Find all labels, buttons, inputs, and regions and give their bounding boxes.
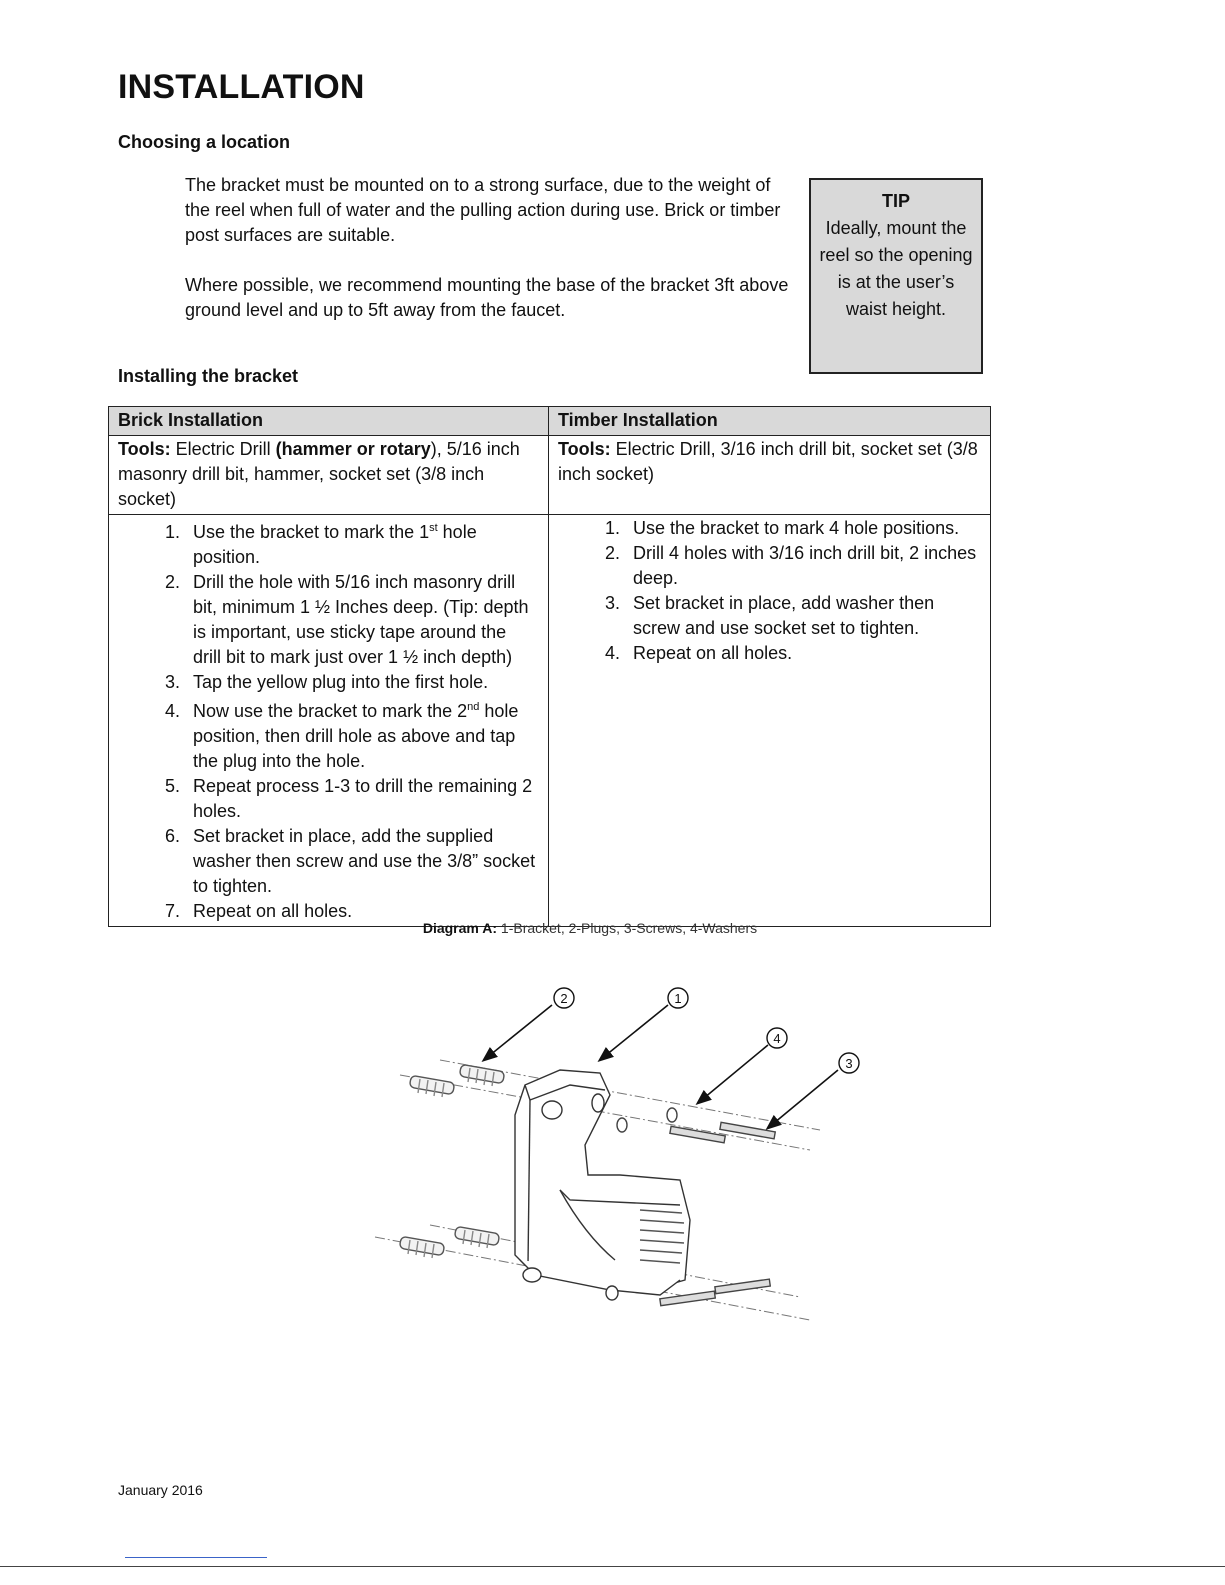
list-item: 3. Set bracket in place, add washer then screw and use socket set to tighten. (625, 591, 981, 641)
list-item: 7. Repeat on all holes. (185, 899, 539, 924)
list-item: 2. Drill 4 holes with 3/16 inch drill bit, 2 inches deep. (625, 541, 981, 591)
list-item: 4. Repeat on all holes. (625, 641, 981, 666)
brick-tools-text-b: ), 5/16 inch masonry drill bit, hammer, socket set (3/8 inch socket) (118, 439, 520, 509)
installing-bracket-heading: Installing the bracket (118, 366, 299, 386)
list-item: 5. Repeat process 1-3 to drill the remaining 2 holes. (185, 774, 539, 824)
list-item: 6. Set bracket in place, add the supplied washer then screw and use the 3/8” socket to tighten. (185, 824, 539, 899)
list-item: 1. Use the bracket to mark 4 hole positions. (625, 516, 981, 541)
page-title: INSTALLATION (118, 68, 365, 106)
brick-tools-label: Tools: (118, 439, 171, 459)
timber-installation-header: Timber Installation (549, 407, 991, 436)
bracket-part (515, 1070, 690, 1300)
brick-tools-bold: (hammer or rotary (275, 439, 431, 459)
footer-date: January 2016 (118, 1482, 203, 1498)
diagram-caption (0, 920, 1180, 936)
brick-installation-header: Brick Installation (109, 407, 549, 436)
tip-text: Ideally, mount the reel so the opening is at the user’s waist height. (819, 218, 973, 319)
brick-tools-cell (109, 436, 549, 515)
brick-tools-text-a: Electric Drill (170, 439, 276, 459)
callout-screws-label: 3 (845, 1056, 853, 1071)
timber-tools-label: Tools: (558, 439, 611, 459)
list-item: 1. Use the bracket to mark the 1st hole position. (185, 516, 539, 570)
callout-plugs-label: 2 (560, 991, 568, 1006)
brick-steps-cell (109, 515, 549, 927)
footer-rule (0, 1566, 1225, 1567)
location-paragraph-1: The bracket must be mounted on to a strong surface, due to the weight of the reel when full of water and the pulling action during use. Brick or timber post surfaces are suitable. (185, 175, 781, 245)
timber-steps-list (558, 516, 981, 666)
callout-washers-label: 4 (773, 1031, 781, 1046)
list-item: 3. Tap the yellow plug into the first hole. (185, 670, 539, 695)
timber-tools-cell (549, 436, 991, 515)
tip-box (809, 178, 983, 374)
list-item: 4. Now use the bracket to mark the 2nd hole position, then drill hole as above and tap the plug into the hole. (185, 695, 539, 774)
tip-title: TIP (881, 191, 910, 211)
diagram-caption-text: 1-Bracket, 2-Plugs, 3-Screws, 4-Washers (497, 920, 758, 936)
footer-link-underline (125, 1557, 267, 1558)
choosing-location-heading: Choosing a location (118, 132, 291, 152)
table-header-row (109, 407, 991, 436)
callout-bracket-label: 1 (674, 991, 682, 1006)
steps-row (109, 515, 991, 927)
washer-parts (617, 1108, 677, 1132)
diagram-caption-label: Diagram A: (422, 920, 498, 936)
installation-table (108, 406, 991, 927)
timber-steps-cell (549, 515, 991, 927)
brick-steps-list (118, 516, 539, 924)
tools-row (109, 436, 991, 515)
callout-circles (554, 988, 859, 1073)
bracket-exploded-diagram (360, 975, 880, 1345)
list-item: 2. Drill the hole with 5/16 inch masonry drill bit, minimum 1 ½ Inches deep. (Tip: depth is important, use sticky tape around the drill bit to mark just over 1 ½ inch depth) (185, 570, 539, 670)
location-paragraph-2: Where possible, we recommend mounting the base of the bracket 3ft above ground level and up to 5ft away from the faucet. (185, 275, 789, 320)
timber-tools-text: Electric Drill, 3/16 inch drill bit, socket set (3/8 inch socket) (558, 439, 978, 484)
